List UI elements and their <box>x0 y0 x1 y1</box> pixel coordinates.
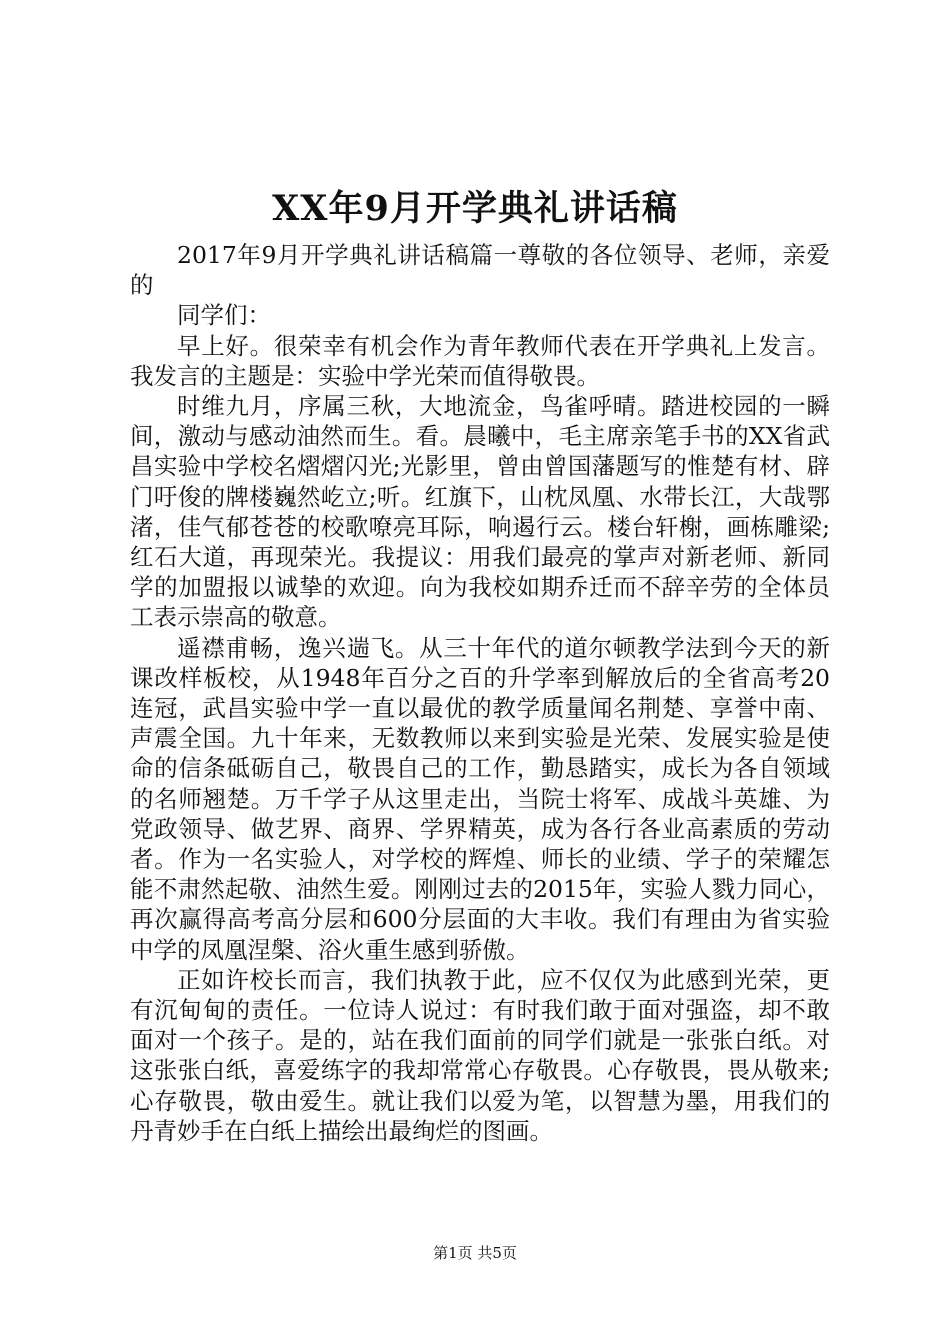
paragraph-responsibility: 正如许校长而言，我们执教于此，应不仅仅为此感到光荣，更有沉甸甸的责任。一位诗人说过：有时我们敢于面对强盗，却不敢面对一个孩子。是的，站在我们面前的同学们就是一张张白纸。对这张张白纸，喜爱练字的我却常常心存敬畏。心存敬畏，畏从敬来;心存敬畏，敬由爱生。就让我们以爱为笔，以智慧为墨，用我们的丹青妙手在白纸上描绘出最绚烂的图画。 <box>130 965 830 1145</box>
paragraph-campus: 时维九月，序属三秋，大地流金，鸟雀呼晴。踏进校园的一瞬间，激动与感动油然而生。看。晨曦中，毛主席亲笔手书的XX省武昌实验中学校名熠熠闪光;光影里，曾由曾国藩题写的惟楚有材、辟门吁俊的牌楼巍然屹立;听。红旗下，山枕凤凰、水带长江，大哉鄂渚，佳气郁苍苍的校歌嘹亮耳际，响遏行云。楼台轩榭，画栋雕梁;红石大道，再现荣光。我提议：用我们最亮的掌声对新老师、新同学的加盟报以诚挚的欢迎。向为我校如期乔迁而不辞辛劳的全体员工表示崇高的敬意。 <box>130 392 830 632</box>
paragraph-intro: 早上好。很荣幸有机会作为青年教师代表在开学典礼上发言。我发言的主题是：实验中学光荣而值得敬畏。 <box>130 331 830 390</box>
paragraph-salutation: 同学们： <box>177 301 271 330</box>
paragraph-history: 遥襟甫畅，逸兴遄飞。从三十年代的道尔顿教学法到今天的新课改样板校，从1948年百分之百的升学率到解放后的全省高考20连冠，武昌实验中学一直以最优的教学质量闻名荆楚、享誉中南、声震全国。九十年来，无数教师以来到实验是光荣、发展实验是使命的信条砥砺自己，敬畏自己的工作，勤恳踏实，成长为各自领域的名师翘楚。万千学子从这里走出，当院士将军、成战斗英雄、为党政领导、做艺界、商界、学界精英，成为各行各业高素质的劳动者。作为一名实验人，对学校的辉煌、师长的业绩、学子的荣耀怎能不肃然起敬、油然生爱。刚刚过去的2015年，实验人戮力同心，再次赢得高考高分层和600分层面的大丰收。我们有理由为省实验中学的凤凰涅槃、浴火重生感到骄傲。 <box>130 633 830 964</box>
document-title: XX年9月开学典礼讲话稿 <box>272 188 678 229</box>
document-body <box>130 240 830 1146</box>
page-number-footer: 第1页 共5页 <box>433 1244 517 1262</box>
paragraph-greeting: 2017年9月开学典礼讲话稿篇一尊敬的各位领导、老师，亲爱的 <box>130 241 830 300</box>
